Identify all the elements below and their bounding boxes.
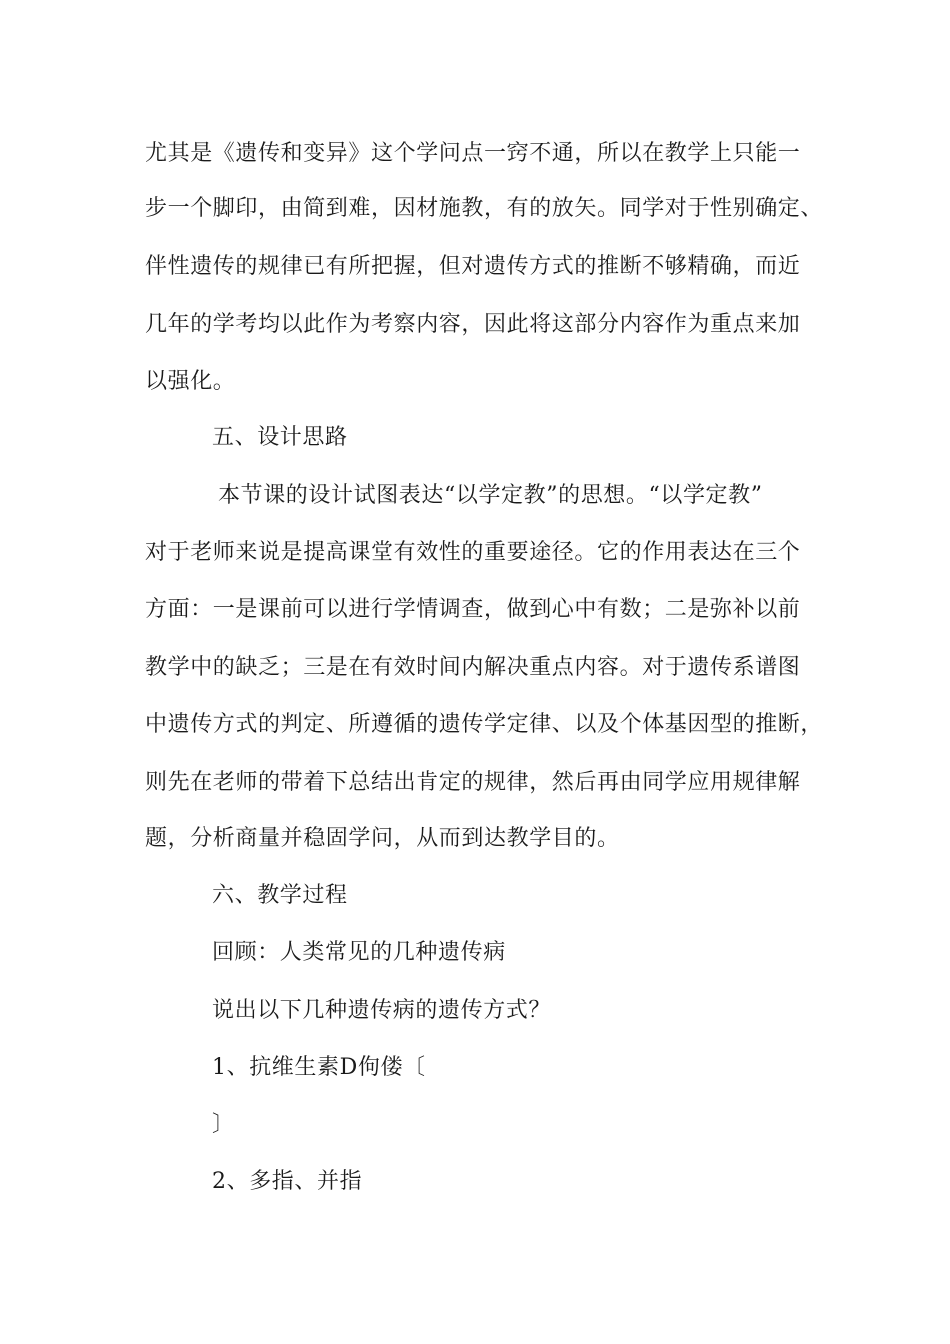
list-item-1-close: 〕 <box>212 1112 235 1137</box>
list-item-1: 1、抗维生素D佝偻〔 <box>212 1055 426 1080</box>
paragraph-2-line-3: 方面：一是课前可以进行学情调查，做到心中有数；二是弥补以前 <box>145 597 801 622</box>
paragraph-2-line-4: 教学中的缺乏；三是在有效时间内解决重点内容。对于遗传系谱图 <box>145 655 801 680</box>
paragraph-2-line-1: 本节课的设计试图表达“以学定教”的思想。“以学定教” <box>218 483 763 508</box>
paragraph-2-line-2: 对于老师来说是提高课堂有效性的重要途径。它的作用表达在三个 <box>145 540 801 565</box>
paragraph-1-line-3: 伴性遗传的规律已有所把握，但对遗传方式的推断不够精确，而近 <box>145 254 801 279</box>
paragraph-2-line-6: 则先在老师的带着下总结出肯定的规律，然后再由同学应用规律解 <box>145 770 801 795</box>
paragraph-1-line-2: 步一个脚印，由简到难，因材施教，有的放矢。同学对于性别确定、 <box>145 196 824 221</box>
question-line: 说出以下几种遗传病的遗传方式？ <box>212 998 552 1023</box>
paragraph-1-line-5: 以强化。 <box>145 369 236 394</box>
section-heading-design: 五、设计思路 <box>212 425 348 450</box>
paragraph-2-line-5: 中遗传方式的判定、所遵循的遗传学定律、以及个体基因型的推断， <box>145 712 824 737</box>
section-heading-process: 六、教学过程 <box>212 883 348 908</box>
review-line: 回顾：人类常见的几种遗传病 <box>212 940 506 965</box>
paragraph-2-line-7: 题，分析商量并稳固学问，从而到达教学目的。 <box>145 826 620 851</box>
paragraph-1-line-1: 尤其是《遗传和变异》这个学问点一窍不通，所以在教学上只能一 <box>145 141 801 166</box>
list-item-2: 2、多指、并指 <box>212 1169 363 1194</box>
paragraph-1-line-4: 几年的学考均以此作为考察内容，因此将这部分内容作为重点来加 <box>145 312 801 337</box>
